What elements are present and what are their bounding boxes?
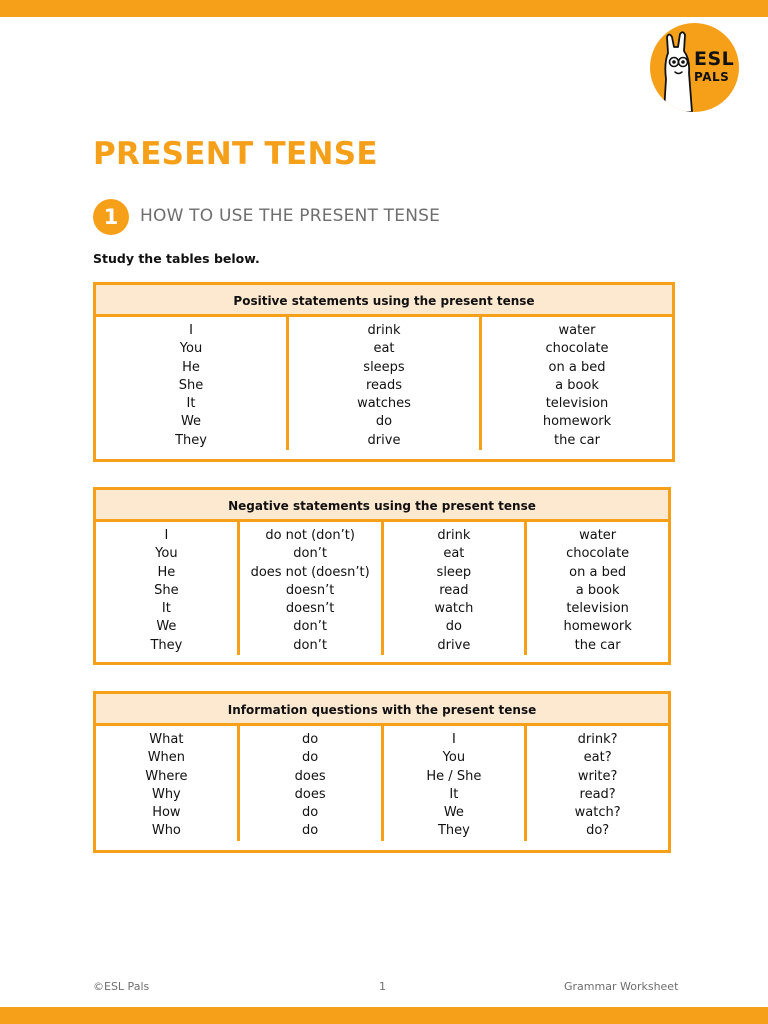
table-column (381, 726, 525, 841)
table-column (524, 726, 668, 841)
table-cell: chocolate (545, 341, 609, 357)
footer-page-number: 1 (379, 980, 386, 993)
table-cell: do (302, 805, 319, 821)
table-cell: Where (145, 768, 188, 784)
table-cell: the car (574, 637, 621, 653)
table-cell: don’t (293, 637, 327, 653)
table-cell: It (186, 396, 196, 412)
table-cell: He (182, 359, 200, 375)
table-cell: on a bed (569, 564, 627, 580)
table-cell: You (155, 546, 178, 562)
section-title: HOW TO USE THE PRESENT TENSE (140, 206, 441, 226)
table-column (286, 317, 479, 450)
table-cell: read? (579, 786, 616, 802)
table-cell: He / She (426, 768, 482, 784)
table-cell: She (154, 582, 179, 598)
table-cell: does (294, 786, 326, 802)
table-cell: chocolate (566, 546, 630, 562)
table-column (237, 726, 381, 841)
table-cell: We (156, 619, 177, 635)
table-cell: eat (373, 341, 395, 357)
table-cell: Why (151, 786, 181, 802)
table-cell: He (157, 564, 176, 580)
page-title: PRESENT TENSE (93, 136, 378, 172)
logo-text-esl: ESL (694, 48, 735, 70)
instruction-text: Study the tables below. (93, 251, 260, 266)
table-column (381, 522, 525, 655)
table-cell: I (189, 323, 193, 338)
table-column (237, 522, 381, 655)
table-cell: It (161, 601, 171, 617)
table-cell: drive (367, 432, 401, 448)
table-cell: drink? (577, 732, 618, 747)
table-column (524, 522, 668, 655)
table-column (96, 317, 286, 450)
table-cell: write? (577, 768, 618, 784)
table-cell: You (179, 341, 203, 357)
table-cell: does not (doesn’t) (250, 564, 370, 580)
table-cell: do (302, 750, 319, 766)
logo-text-pals: PALS (694, 70, 730, 84)
table-cell: do? (586, 823, 610, 839)
information-questions-table (93, 691, 671, 853)
table-cell: reads (365, 377, 403, 393)
table-cell: homework (563, 619, 632, 635)
table-cell: read (439, 582, 469, 598)
table-cell: eat? (583, 750, 612, 766)
table-cell: do (302, 732, 319, 747)
table-cell: watches (357, 396, 411, 412)
table-cell: What (149, 732, 184, 747)
table-cell: do (375, 414, 393, 430)
table-cell: When (147, 750, 186, 766)
table-cell: I (164, 528, 169, 543)
section-number-badge: 1 (93, 199, 129, 235)
table-cell: drive (437, 637, 471, 653)
table-cell: doesn’t (285, 601, 335, 617)
table-cell: a book (555, 377, 599, 393)
table-cell: They (175, 432, 207, 448)
table-header: Information questions with the present tense (96, 694, 668, 726)
table-cell: They (437, 823, 470, 839)
table-body (96, 522, 668, 655)
table-cell: drink (367, 323, 401, 338)
table-cell: We (180, 414, 202, 430)
table-cell: television (566, 601, 629, 617)
bottom-accent-bar (0, 1007, 768, 1024)
table-cell: You (442, 750, 466, 766)
table-cell: She (178, 377, 204, 393)
table-cell: homework (542, 414, 612, 430)
table-cell: drink (437, 528, 471, 543)
table-cell: the car (554, 432, 600, 448)
table-cell: sleeps (363, 359, 405, 375)
table-cell: don’t (293, 546, 327, 562)
table-header: Positive statements using the present tense (96, 285, 672, 317)
table-cell: doesn’t (285, 582, 335, 598)
table-body (96, 726, 668, 841)
table-header: Negative statements using the present tense (96, 490, 668, 522)
table-cell: We (443, 805, 464, 821)
esl-pals-logo (650, 23, 739, 112)
table-cell: do not (don’t) (265, 528, 355, 543)
table-cell: does (294, 768, 326, 784)
table-cell: don’t (293, 619, 327, 635)
table-cell: eat (443, 546, 465, 562)
table-cell: Who (151, 823, 181, 839)
table-body (96, 317, 672, 450)
table-cell: a book (575, 582, 620, 598)
table-cell: do (445, 619, 462, 635)
table-cell: It (449, 786, 459, 802)
table-cell: How (152, 805, 181, 821)
top-accent-bar (0, 0, 768, 17)
table-cell: water (579, 528, 617, 543)
table-cell: television (545, 396, 609, 412)
table-column (96, 726, 237, 841)
positive-statements-table (93, 282, 675, 462)
footer-copyright: ©ESL Pals (93, 980, 150, 993)
footer-worksheet-label: Grammar Worksheet (564, 980, 679, 993)
table-cell: water (558, 323, 596, 338)
table-cell: do (302, 823, 319, 839)
table-cell: They (150, 637, 183, 653)
table-cell: I (451, 732, 456, 747)
table-cell: on a bed (548, 359, 606, 375)
negative-statements-table (93, 487, 671, 665)
table-cell: watch? (574, 805, 621, 821)
table-column (479, 317, 672, 450)
table-column (96, 522, 237, 655)
table-cell: sleep (436, 564, 472, 580)
table-cell: watch (434, 601, 474, 617)
